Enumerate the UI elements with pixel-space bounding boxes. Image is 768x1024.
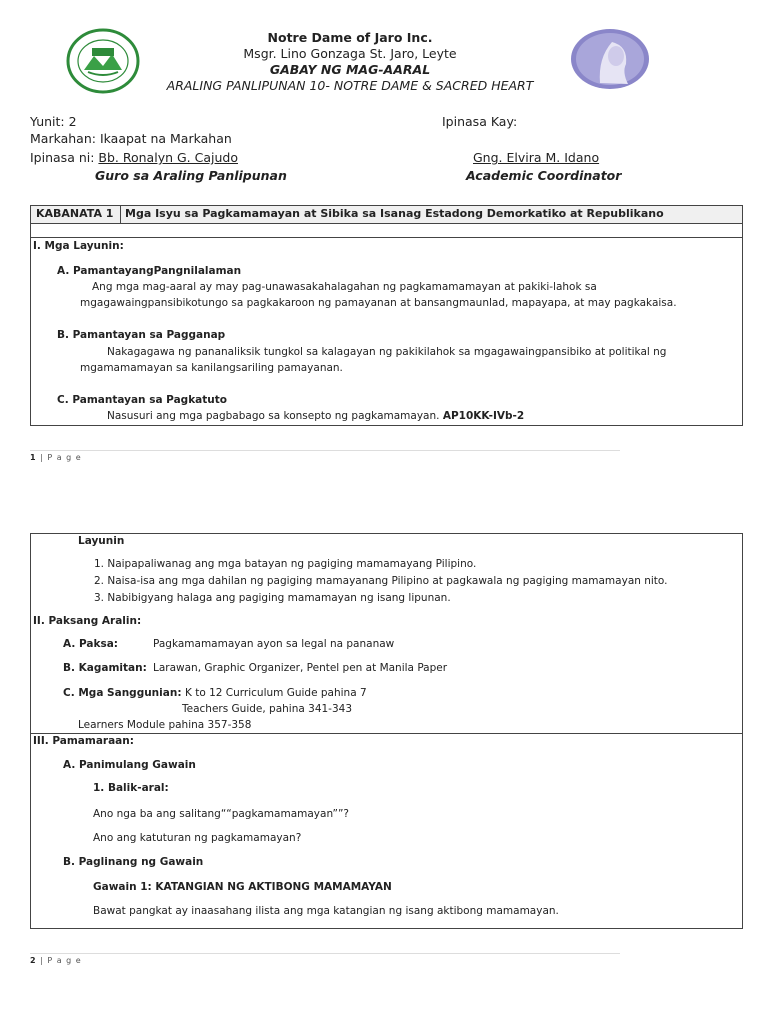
layunin-a-title: A. PamantayangPangnilalaman bbox=[57, 265, 242, 277]
question-2: Ano ang katuturan ng pagkamamayan? bbox=[93, 832, 302, 844]
layunin2-heading: Layunin bbox=[78, 535, 125, 547]
coordinator-role: Academic Coordinator bbox=[466, 168, 622, 183]
ipinasa-kay: Ipinasa Kay: bbox=[442, 114, 518, 129]
yunit-text: Yunit: 2 bbox=[30, 114, 77, 129]
guide-title: GABAY NG MAG-AARAL bbox=[269, 62, 431, 77]
layunin-a-line2: mgagawaingpansibikotungo sa pagkakaroon ng pamayanan at bansangmaunlad, mapayapa, at may pagkakaisa. bbox=[80, 297, 677, 309]
markahan-text: Markahan: Ikaapat na Markahan bbox=[30, 131, 232, 146]
page-footer-2 bbox=[30, 956, 82, 965]
layunin-c-text: Nasusuri ang mga pagbabago sa konsepto ng pagkamamayan. bbox=[107, 410, 440, 422]
layunin-b-title: B. Pamantayan sa Pagganap bbox=[57, 329, 226, 341]
page-number-1: 1 bbox=[30, 453, 37, 462]
gawain-1 bbox=[93, 881, 392, 893]
paksang-heading: II. Paksang Aralin: bbox=[33, 615, 142, 627]
teacher-role: Guro sa Araling Panlipunan bbox=[95, 168, 287, 183]
kabanata-title: Mga Isyu sa Pagkamamayan at Sibika sa Isanag Estadong Demorkatiko at Republikano bbox=[125, 207, 664, 220]
teacher-name: Bb. Ronalyn G. Cajudo bbox=[98, 150, 238, 165]
layunin-b-line1: Nakagagawa ng pananaliksik tungkol sa kalagayan ng pakikilahok sa mgagawaingpansibiko at politikal ng bbox=[107, 346, 667, 358]
gawain-title: KATANGIAN NG AKTIBONG MAMAMAYAN bbox=[151, 881, 392, 893]
panimulang-gawain: A. Panimulang Gawain bbox=[63, 759, 196, 771]
layunin-c-line bbox=[107, 410, 524, 422]
objective-1: 1. Naipapaliwanag ang mga batayan ng pagiging mamamayang Pilipino. bbox=[94, 558, 477, 570]
paglinang-gawain: B. Paglinang ng Gawain bbox=[63, 856, 204, 868]
objective-3: 3. Nabibigyang halaga ang pagiging mamamayan ng isang lipunan. bbox=[94, 592, 451, 604]
school-name: Notre Dame of Jaro Inc. bbox=[267, 30, 433, 45]
kagamitan-value: Larawan, Graphic Organizer, Pentel pen at Manila Paper bbox=[153, 662, 448, 674]
paksa-value: Pagkamamamayan ayon sa legal na pananaw bbox=[153, 638, 395, 650]
kagamitan-label: B. Kagamitan: bbox=[63, 662, 147, 674]
page-label-1: | P a g e bbox=[40, 453, 82, 462]
kabanata-label: KABANATA 1 bbox=[36, 207, 114, 220]
ipinasa-ni-label: Ipinasa ni: bbox=[30, 150, 99, 165]
objective-2: 2. Naisa-isa ang mga dahilan ng pagiging mamayanang Pilipino at pagkawala ng pagiging mamamayan nito. bbox=[94, 575, 668, 587]
sanggunian-2: Teachers Guide, pahina 341-343 bbox=[182, 703, 353, 715]
competency-code: AP10KK-IVb-2 bbox=[442, 410, 525, 422]
layunin-b-line2: mgamamamayan sa kanilangsariling pamayanan. bbox=[80, 362, 343, 374]
sanggunian-label: C. Mga Sanggunian: bbox=[63, 687, 182, 699]
layunin-c-title: C. Pamantayan sa Pagkatuto bbox=[57, 394, 227, 406]
balik-aral: 1. Balik-aral: bbox=[93, 782, 169, 794]
lesson-box-page1 bbox=[30, 205, 743, 426]
layunin-heading: I. Mga Layunin: bbox=[33, 240, 124, 252]
layunin-a-line1: Ang mga mag-aaral ay may pag-unawasakahalagahan ng pagkamamamayan at pakiki-lahok sa bbox=[92, 281, 597, 293]
page-footer-1 bbox=[30, 453, 82, 462]
sanggunian-3: Learners Module pahina 357-358 bbox=[78, 719, 252, 731]
coordinator-name: Gng. Elvira M. Idano bbox=[473, 150, 600, 165]
ipinasa-ni bbox=[30, 150, 238, 165]
subject-line: ARALING PANLIPUNAN 10- NOTRE DAME & SACRED HEART bbox=[166, 78, 534, 93]
question-1: Ano nga ba ang salitang““pagkamamamayan””? bbox=[93, 808, 349, 820]
school-address: Msgr. Lino Gonzaga St. Jaro, Leyte bbox=[243, 46, 457, 61]
paksa-label: A. Paksa: bbox=[63, 638, 118, 650]
gawain-label: Gawain 1: bbox=[93, 881, 152, 893]
page-label-2: | P a g e bbox=[40, 956, 82, 965]
page-number-2: 2 bbox=[30, 956, 37, 965]
sacred-heart-portrait bbox=[570, 28, 650, 90]
pamamaraan-heading: III. Pamamaraan: bbox=[33, 735, 134, 747]
sanggunian-1: K to 12 Curriculum Guide pahina 7 bbox=[185, 687, 367, 699]
gawain-description: Bawat pangkat ay inaasahang ilista ang mga katangian ng isang aktibong mamamayan. bbox=[93, 905, 559, 917]
